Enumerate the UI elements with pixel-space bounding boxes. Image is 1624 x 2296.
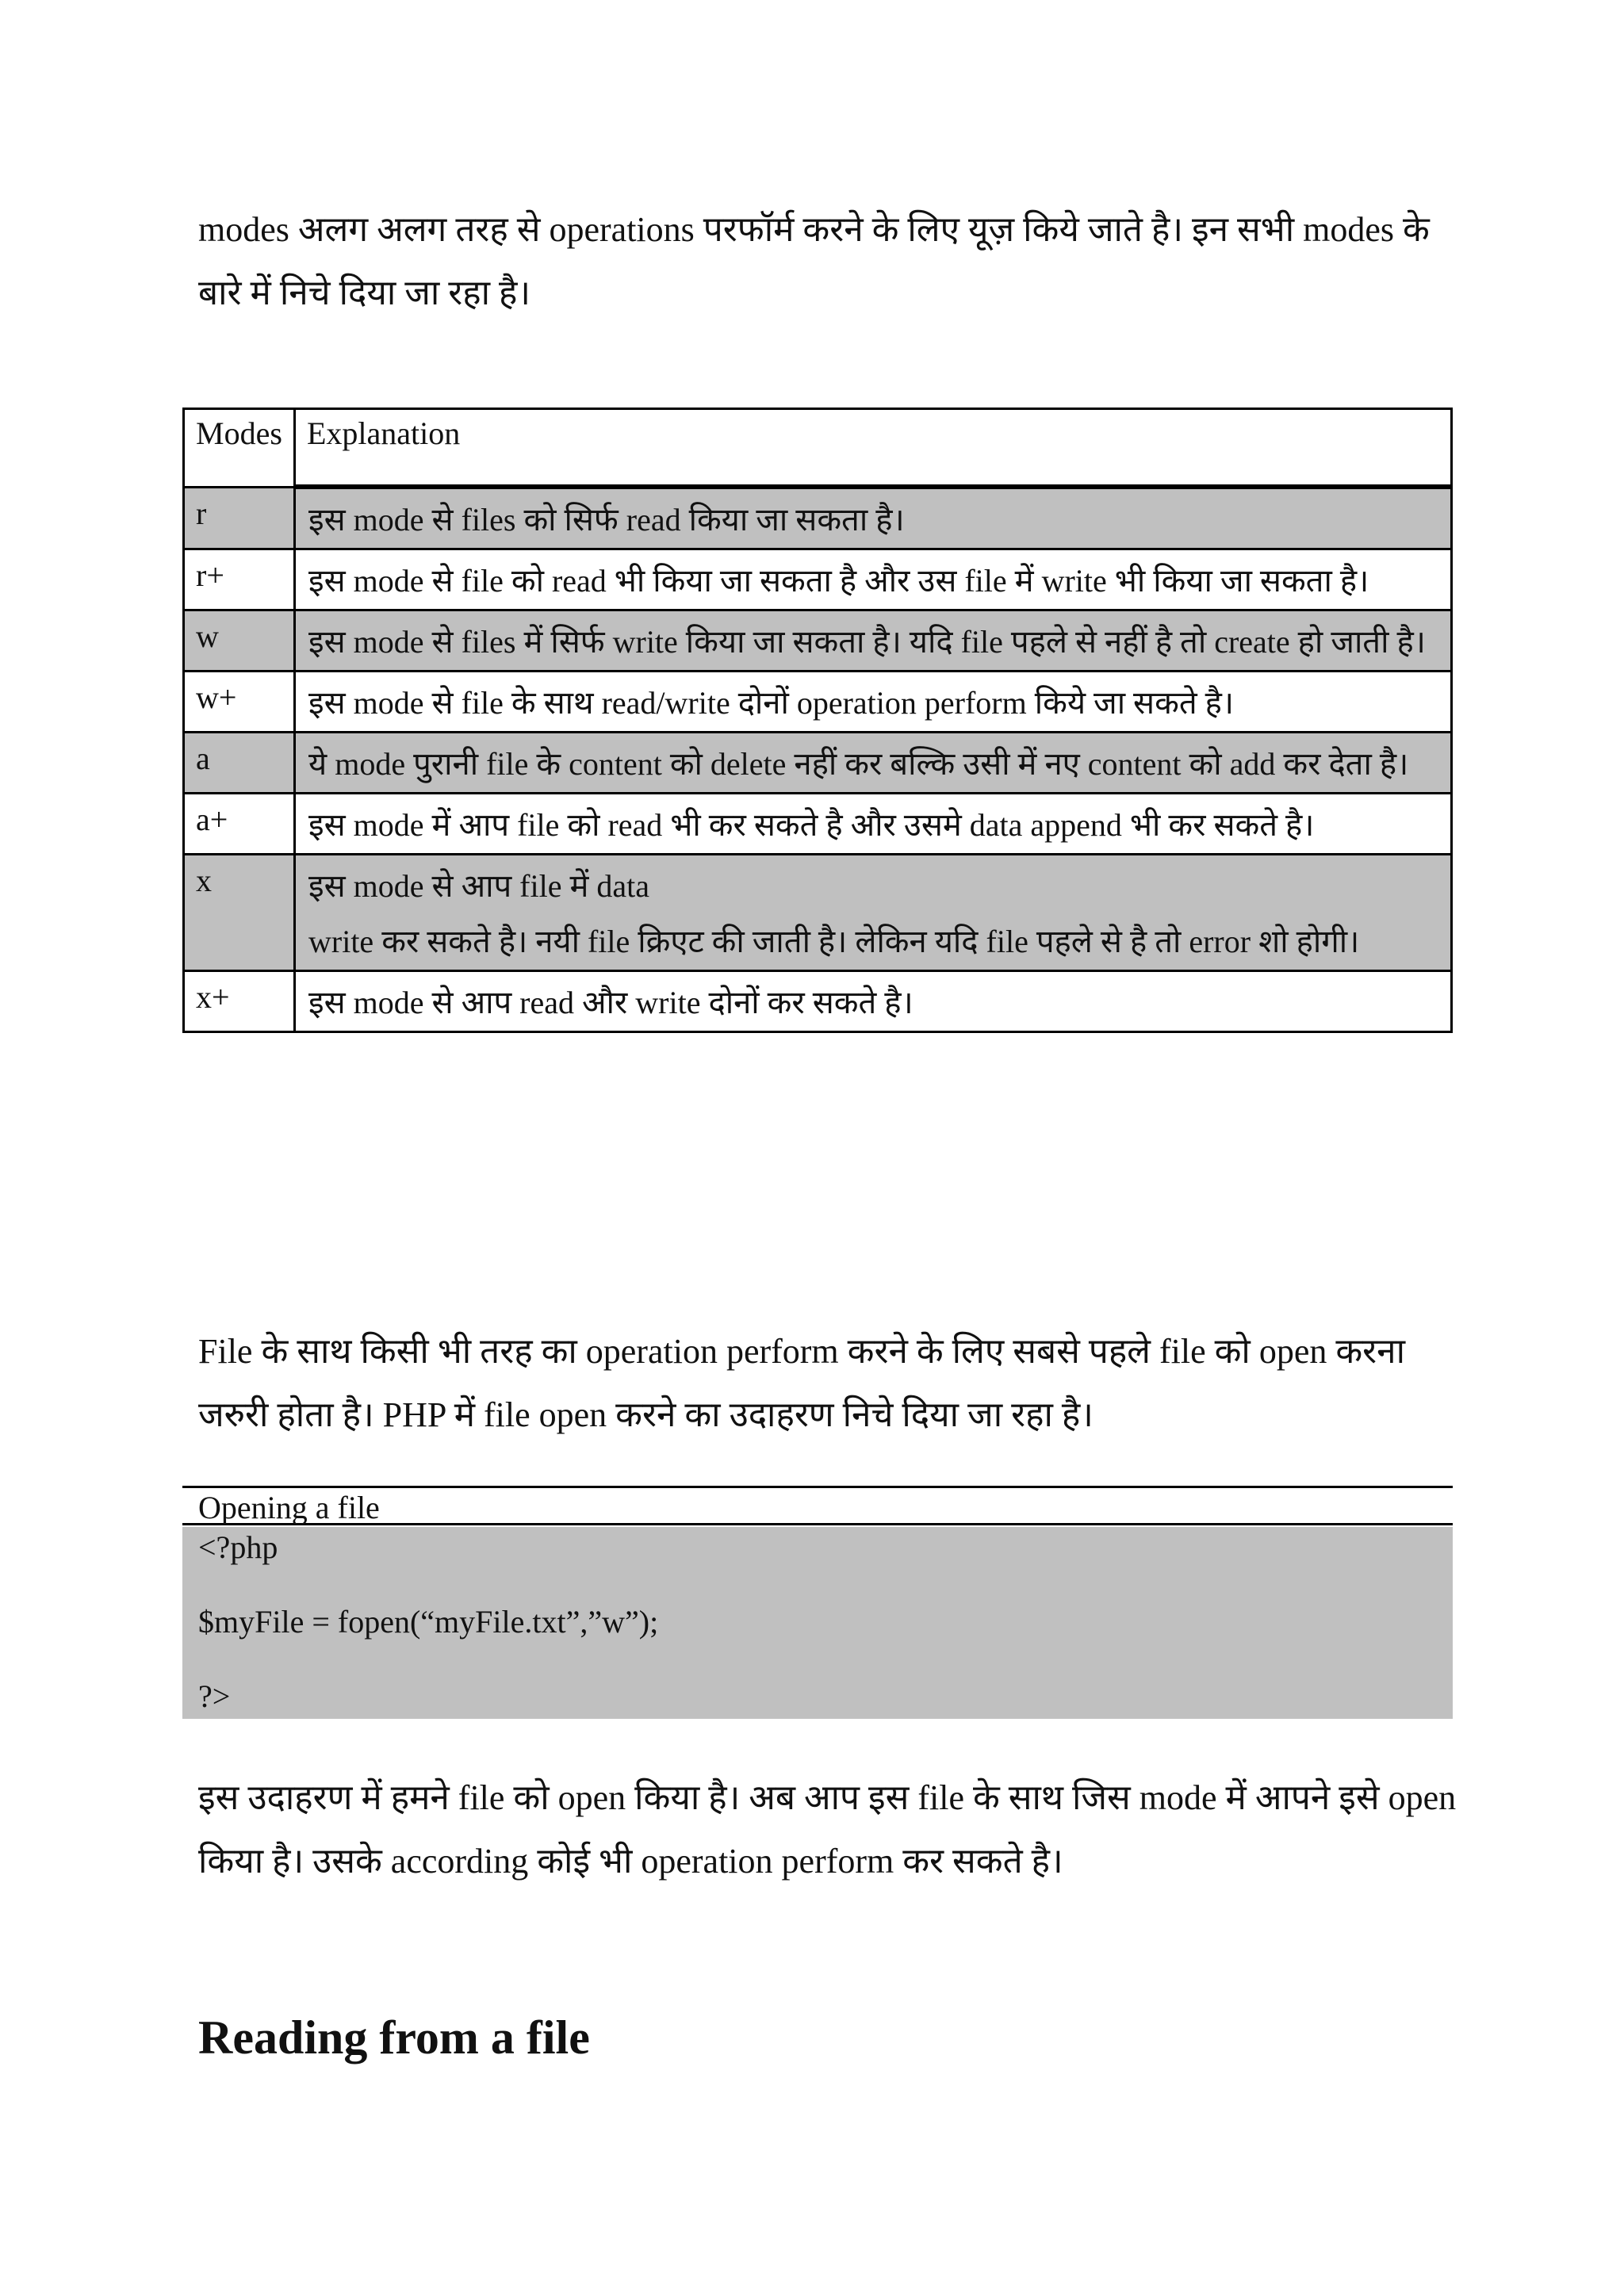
explanation-cell: इस mode से आप read और write दोनों कर सकते है।	[295, 971, 1452, 1032]
header-modes: Modes	[184, 409, 295, 488]
explanation-line: write कर सकते है। नयी file क्रिएट की जाती है। लेकिन यदि file पहले से है तो error शो होगी।	[308, 924, 1360, 959]
explain-paragraph: इस उदाहरण में हमने file को open किया है। अब आप इस file के साथ जिस mode में आपने इसे open किया है। उसके according कोई भी operation perform कर सकते है।	[198, 1778, 1457, 1881]
section-heading: Reading from a file	[198, 2011, 590, 2064]
code-line: <?php	[198, 1529, 278, 1565]
table-row	[184, 672, 1452, 733]
mode-cell: w+	[184, 672, 295, 733]
table-row	[184, 549, 1452, 610]
explanation-cell: इस mode से files को सिर्फ read किया जा सकता है।	[295, 487, 1452, 549]
explanation-line: इस mode से आप file में data	[308, 868, 650, 904]
open-paragraph: File के साथ किसी भी तरह का operation perform करने के लिए सबसे पहले file को open करना जरुरी होता है। PHP में file open करने का उदाहरण निचे दिया जा रहा है।	[198, 1332, 1405, 1434]
table-row	[184, 610, 1452, 672]
explanation-cell: इस mode से file को read भी किया जा सकता है और उस file में write भी किया जा सकता है।	[295, 549, 1452, 610]
code-example-box	[182, 1527, 1453, 1719]
explanation-cell: इस mode में आप file को read भी कर सकते है और उसमे data append भी कर सकते है।	[295, 794, 1452, 855]
table-row	[184, 855, 1452, 971]
explanation-cell: इस mode से file के साथ read/write दोनों operation perform किये जा सकते है।	[295, 672, 1452, 733]
mode-cell: a	[184, 733, 295, 794]
header-explanation: Explanation	[295, 409, 1452, 488]
code-line: ?>	[198, 1678, 231, 1714]
table-row	[184, 794, 1452, 855]
table-row	[184, 487, 1452, 549]
explanation-cell: इस mode से files में सिर्फ write किया जा सकता है। यदि file पहले से नहीं है तो create हो जाती है।	[295, 610, 1452, 672]
mode-cell: x	[184, 855, 295, 971]
explanation-cell	[295, 855, 1452, 971]
mode-cell: a+	[184, 794, 295, 855]
explanation-cell: ये mode पुरानी file के content को delete नहीं कर बल्कि उसी में नए content को add कर देता है।	[295, 733, 1452, 794]
mode-cell: x+	[184, 971, 295, 1032]
code-example-title: Opening a file	[182, 1486, 1453, 1525]
mode-cell: r+	[184, 549, 295, 610]
mode-cell: r	[184, 487, 295, 549]
modes-table	[182, 408, 1453, 1033]
table-row	[184, 971, 1452, 1032]
table-header-row	[184, 409, 1452, 488]
mode-cell: w	[184, 610, 295, 672]
table-row	[184, 733, 1452, 794]
code-line: $myFile = fopen(“myFile.txt”,”w”);	[198, 1604, 659, 1640]
intro-paragraph: modes अलग अलग तरह से operations परफॉर्म करने के लिए यूज़ किये जाते है। इन सभी modes के बारे में निचे दिया जा रहा है।	[198, 210, 1430, 312]
